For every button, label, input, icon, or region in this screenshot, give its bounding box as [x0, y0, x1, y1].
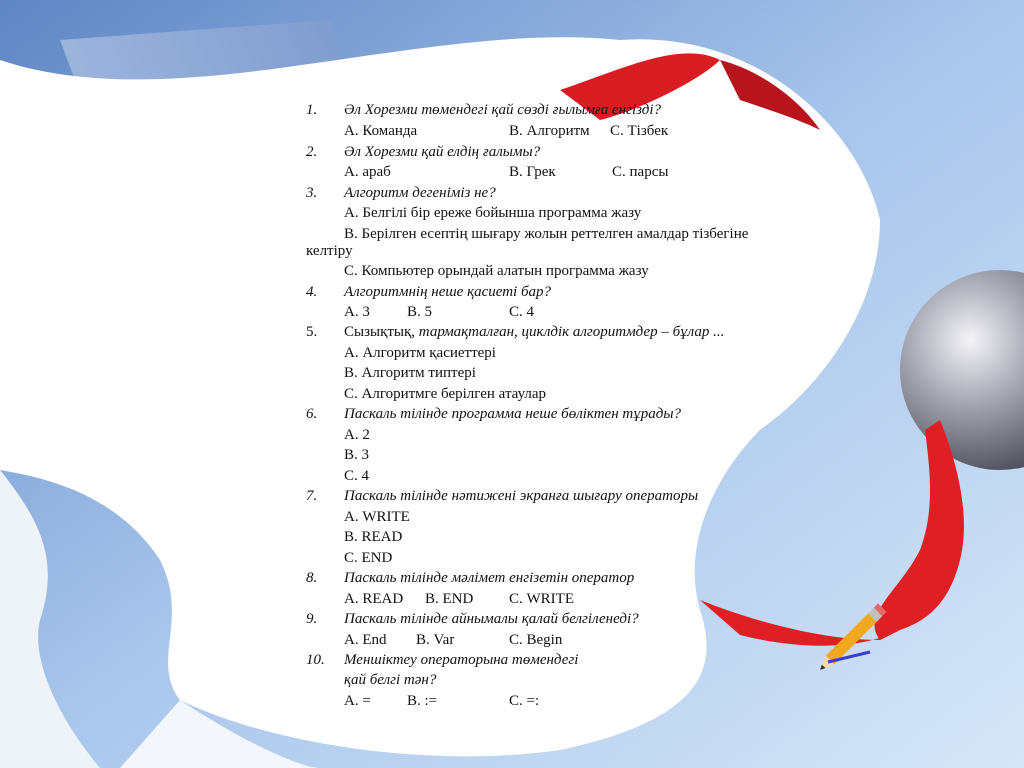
question-text-italic: тармақталған, циклдік алгоритмдер – бұлар ... — [418, 324, 725, 340]
option: С. WRITE — [509, 591, 574, 607]
option: С. Тізбек — [610, 123, 669, 139]
option: В. Грек — [509, 164, 556, 180]
option: А. READ — [344, 591, 404, 607]
question-text-plain: Сызықтық, — [344, 324, 419, 340]
option: С. 4 — [509, 304, 535, 320]
option: А. араб — [344, 164, 391, 180]
option: А. = — [344, 693, 371, 709]
question-text: Әл Хорезми төмендегі қай сөзді ғылымға енгізді? — [344, 102, 662, 118]
question-number: 2. — [306, 144, 318, 160]
question-text: Паскаль тілінде программа неше бөліктен тұрады? — [344, 406, 681, 422]
option: С. Begin — [509, 632, 563, 648]
option: С. =: — [509, 693, 540, 709]
question-number: 6. — [306, 406, 318, 422]
option: А. End — [344, 632, 387, 648]
option: С. END — [344, 550, 393, 566]
question-number: 5. — [306, 324, 318, 340]
question-number: 4. — [306, 284, 318, 300]
question-text — [344, 322, 724, 342]
option: С. Компьютер орындай алатын программа жазу — [344, 263, 649, 279]
question-number: 7. — [306, 488, 318, 504]
question-text: Паскаль тілінде айнымалы қалай белгіленеді? — [344, 611, 639, 627]
question-text-continued: қай белгі тән? — [344, 672, 437, 688]
option: С. 4 — [344, 468, 370, 484]
question-number: 3. — [306, 185, 318, 201]
question-text: Паскаль тілінде мәлімет енгізетін оператор — [344, 570, 635, 586]
option: А. Команда — [344, 123, 418, 139]
option: А. WRITE — [344, 509, 410, 525]
question-text: Әл Хорезми қай елдің ғалымы? — [344, 144, 541, 160]
option: В. Берілген есептің шығару жолын реттелген амалдар тізбегіне — [344, 226, 749, 242]
question-number: 1. — [306, 102, 318, 118]
option: А. 2 — [344, 427, 370, 443]
option: В. END — [425, 591, 474, 607]
option: В. READ — [344, 529, 403, 545]
question-text: Алгоритм дегеніміз не? — [344, 185, 496, 201]
question-text: Паскаль тілінде нәтижені экранға шығару операторы — [344, 488, 699, 504]
question-text: Алгоритмнің неше қасиеті бар? — [344, 284, 552, 300]
option: В. Алгоритм — [509, 123, 590, 139]
option: В. 3 — [344, 447, 370, 463]
option: В. 5 — [407, 304, 433, 320]
question-number: 9. — [306, 611, 318, 627]
option: В. Алгоритм типтері — [344, 365, 476, 381]
option: А. Алгоритм қасиеттері — [344, 345, 496, 361]
option: В. Var — [416, 632, 455, 648]
option: А. Белгілі бір ереже бойынша программа жазу — [344, 205, 642, 221]
question-number: 10. — [306, 652, 325, 668]
option-continued: келтіру — [306, 243, 353, 259]
question-number: 8. — [306, 570, 318, 586]
option: С. Алгоритмге берілген атаулар — [344, 386, 547, 402]
option: А. 3 — [344, 304, 370, 320]
option: С. парсы — [612, 164, 669, 180]
option: В. := — [407, 693, 438, 709]
question-text: Меншіктеу операторына төмендегі — [344, 652, 579, 668]
